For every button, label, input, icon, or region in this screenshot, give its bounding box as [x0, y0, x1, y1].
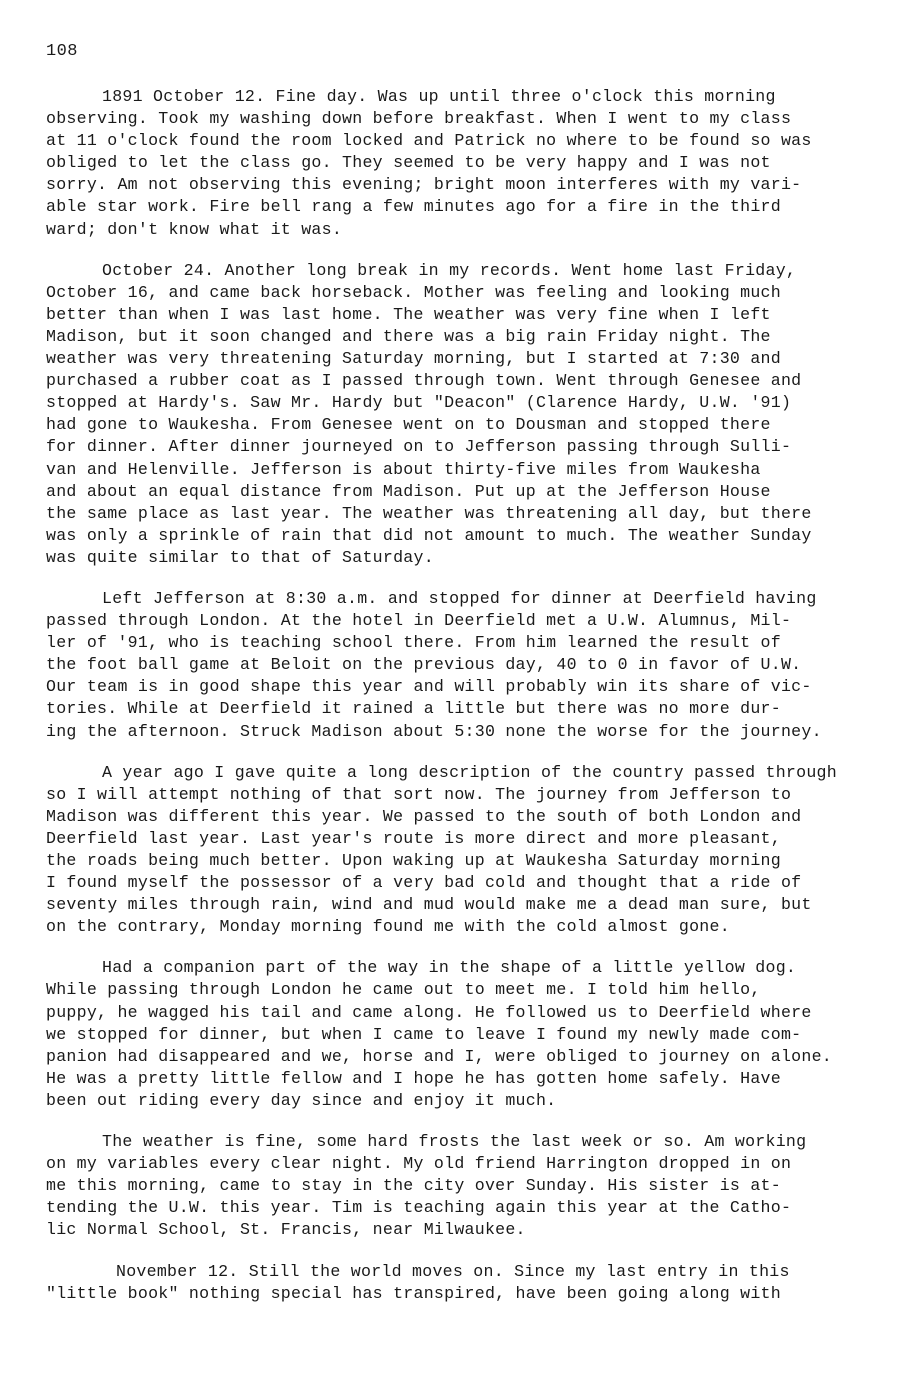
journal-paragraph: [46, 762, 896, 939]
text-line: van and Helenville. Jefferson is about thirty-five miles from Waukesha: [46, 459, 761, 479]
text-line: He was a pretty little fellow and I hope he has gotten home safely. Have: [46, 1068, 781, 1088]
text-line: stopped at Hardy's. Saw Mr. Hardy but "Deacon" (Clarence Hardy, U.W. '91): [46, 393, 792, 413]
text-line: 1891 October 12. Fine day. Was up until three o'clock this morning: [102, 87, 776, 106]
text-line: on the contrary, Monday morning found me with the cold almost gone.: [46, 917, 730, 937]
text-line: so I will attempt nothing of that sort now. The journey from Jefferson to: [46, 784, 792, 804]
text-line: panion had disappeared and we, horse and I, were obliged to journey on alone.: [46, 1046, 833, 1066]
text-line: able star work. Fire bell rang a few minutes ago for a fire in the third: [46, 197, 781, 217]
text-line: puppy, he wagged his tail and came along. He followed us to Deerfield where: [46, 1002, 812, 1022]
text-line: ler of '91, who is teaching school there. From him learned the result of: [46, 633, 781, 653]
text-line: seventy miles through rain, wind and mud would make me a dead man sure, but: [46, 895, 812, 915]
text-line: the same place as last year. The weather was threatening all day, but there: [46, 503, 812, 523]
text-line: A year ago I gave quite a long description of the country passed through: [102, 762, 837, 782]
text-line: on my variables every clear night. My old friend Harrington dropped in on: [46, 1154, 792, 1174]
journal-text: [46, 86, 896, 1324]
text-line: obliged to let the class go. They seemed to be very happy and I was not: [46, 153, 771, 173]
text-line: the roads being much better. Upon waking up at Waukesha Saturday morning: [46, 851, 781, 870]
journal-paragraph: [46, 957, 896, 1112]
journal-paragraph: [46, 1131, 896, 1241]
text-line: Had a companion part of the way in the shape of a little yellow dog.: [102, 958, 797, 978]
text-line: Madison was different this year. We passed to the south of both London and: [46, 806, 802, 826]
text-line: "little book" nothing special has transpired, have been going along with: [46, 1283, 781, 1303]
text-line: ward; don't know what it was.: [46, 219, 343, 239]
text-line: me this morning, came to stay in the city over Sunday. His sister is at-: [46, 1176, 781, 1196]
text-line: weather was very threatening Saturday morning, but I started at 7:30 and: [46, 349, 781, 369]
text-line: tories. While at Deerfield it rained a little but there was no more dur-: [46, 699, 781, 719]
text-line: we stopped for dinner, but when I came to leave I found my newly made com-: [46, 1024, 802, 1044]
text-line: had gone to Waukesha. From Genesee went on to Dousman and stopped there: [46, 415, 771, 435]
text-line: October 24. Another long break in my records. Went home last Friday,: [102, 260, 797, 280]
text-line: tending the U.W. this year. Tim is teaching again this year at the Catho-: [46, 1198, 792, 1218]
text-line: Left Jefferson at 8:30 a.m. and stopped for dinner at Deerfield having: [102, 588, 817, 608]
text-line: at 11 o'clock found the room locked and Patrick no where to be found so was: [46, 131, 812, 151]
text-line: ing the afternoon. Struck Madison about 5:30 none the worse for the journey.: [46, 721, 822, 741]
text-line: The weather is fine, some hard frosts the last week or so. Am working: [102, 1132, 807, 1152]
text-line: was quite similar to that of Saturday.: [46, 547, 434, 567]
text-line: sorry. Am not observing this evening; bright moon interferes with my vari-: [46, 175, 802, 195]
text-line: was only a sprinkle of rain that did not amount to much. The weather Sunday: [46, 525, 812, 545]
text-line: been out riding every day since and enjoy it much.: [46, 1090, 557, 1110]
text-line: purchased a rubber coat as I passed through town. Went through Genesee and: [46, 371, 802, 391]
text-line: October 16, and came back horseback. Mother was feeling and looking much: [46, 282, 781, 302]
page-number: 108: [46, 42, 78, 61]
text-line: Deerfield last year. Last year's route is more direct and more pleasant,: [46, 828, 781, 848]
journal-paragraph: [46, 1261, 896, 1305]
journal-paragraph: [46, 86, 896, 241]
text-line: Our team is in good shape this year and will probably win its share of vic-: [46, 677, 812, 697]
text-line: the foot ball game at Beloit on the previous day, 40 to 0 in favor of U.W.: [46, 655, 802, 675]
text-line: lic Normal School, St. Francis, near Milwaukee.: [46, 1220, 526, 1240]
text-line: November 12. Still the world moves on. Since my last entry in this: [116, 1261, 790, 1281]
text-line: I found myself the possessor of a very bad cold and thought that a ride of: [46, 873, 802, 893]
text-line: better than when I was last home. The weather was very fine when I left: [46, 304, 771, 324]
text-line: observing. Took my washing down before breakfast. When I went to my class: [46, 109, 792, 129]
journal-paragraph: [46, 260, 896, 569]
text-line: for dinner. After dinner journeyed on to Jefferson passing through Sulli-: [46, 437, 792, 457]
journal-paragraph: [46, 588, 896, 743]
text-line: Madison, but it soon changed and there was a big rain Friday night. The: [46, 326, 771, 346]
text-line: While passing through London he came out to meet me. I told him hello,: [46, 980, 761, 1000]
text-line: and about an equal distance from Madison. Put up at the Jefferson House: [46, 481, 771, 501]
text-line: passed through London. At the hotel in Deerfield met a U.W. Alumnus, Mil-: [46, 611, 792, 631]
